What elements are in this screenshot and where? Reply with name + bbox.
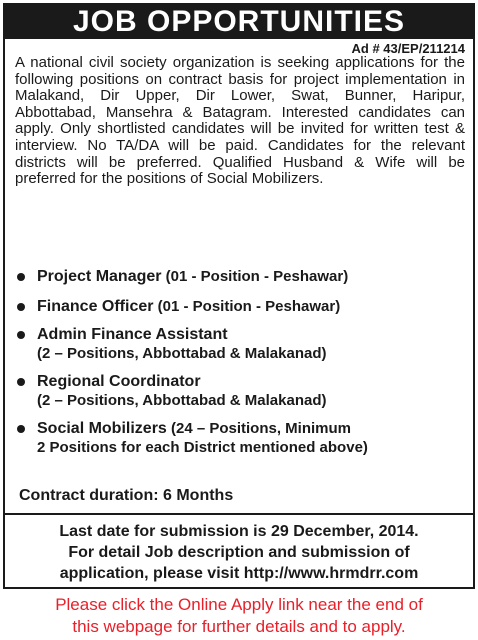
- position-title: Admin Finance Assistant: [37, 326, 228, 343]
- ad-reference-number: Ad # 43/EP/211214: [351, 41, 465, 56]
- contract-duration: [19, 487, 233, 505]
- bullet-icon: [17, 378, 25, 386]
- position-detail: (24 – Positions, Minimum: [166, 420, 352, 437]
- intro-line: shortlisted candidates will be invited for written test &: [97, 120, 465, 138]
- intro-line: Lower, Swat, Bunner, Haripur, Abbottabad, Mansehra &: [15, 87, 465, 121]
- position-item: [15, 297, 471, 316]
- bullet-icon: [17, 331, 25, 339]
- website-line: application, please visit http://www.hrmdrr.com: [59, 565, 419, 582]
- position-title: Social Mobilizers: [37, 420, 167, 437]
- intro-line: Wife will be preferred for the positions of Social: [15, 153, 465, 188]
- intro-line: Mobilizers.: [251, 170, 324, 188]
- position-title: Regional Coordinator: [37, 373, 201, 390]
- intro-line: A national civil society organization is seeking: [15, 54, 330, 71]
- position-title: Project Manager: [37, 268, 162, 285]
- contract-value: 6 Months: [158, 487, 234, 504]
- intro-line: interview. No TA/DA will be paid. Candidates for the: [15, 136, 402, 154]
- position-title: Finance Officer: [37, 298, 154, 315]
- last-date-line: Last date for submission is 29 December, 2014.: [59, 523, 419, 540]
- intro-paragraph: [15, 55, 465, 188]
- position-detail-line2: (2 – Positions, Abbottabad & Malakanad): [37, 392, 327, 409]
- position-detail-line2: 2 Positions for each District mentioned above): [37, 439, 368, 456]
- contract-label: Contract duration:: [19, 487, 159, 504]
- online-apply-notice: [0, 594, 478, 638]
- position-item: [15, 325, 471, 363]
- ad-banner-title: JOB OPPORTUNITIES: [5, 5, 473, 39]
- position-item: [15, 372, 471, 410]
- notice-line: Please click the Online Apply link near the end of: [55, 595, 423, 614]
- positions-list: [15, 267, 471, 457]
- position-detail: (01 - Position - Peshawar): [153, 298, 341, 315]
- job-advertisement: [3, 3, 475, 589]
- submission-footer: [5, 513, 473, 587]
- bullet-icon: [17, 425, 25, 433]
- intro-line: Batagram. Interested candidates can apply. Only: [15, 103, 466, 138]
- notice-line: this webpage for further details and to apply.: [72, 617, 406, 636]
- bullet-icon: [17, 273, 25, 281]
- position-detail-line2: (2 – Positions, Abbottabad & Malakanad): [37, 345, 327, 362]
- bullet-icon: [17, 303, 25, 311]
- position-item: [15, 419, 471, 457]
- position-detail: (01 - Position - Peshawar): [161, 268, 349, 285]
- intro-line: applications for the following positions on contract basis: [15, 54, 465, 88]
- intro-line: relevant districts will be preferred. Qualified Husband &: [15, 136, 465, 171]
- position-item: [15, 267, 471, 286]
- intro-line: for project implementation in Malakand, Dir Upper, Dir: [15, 70, 465, 105]
- detail-info-line: For detail Job description and submission of: [68, 544, 410, 561]
